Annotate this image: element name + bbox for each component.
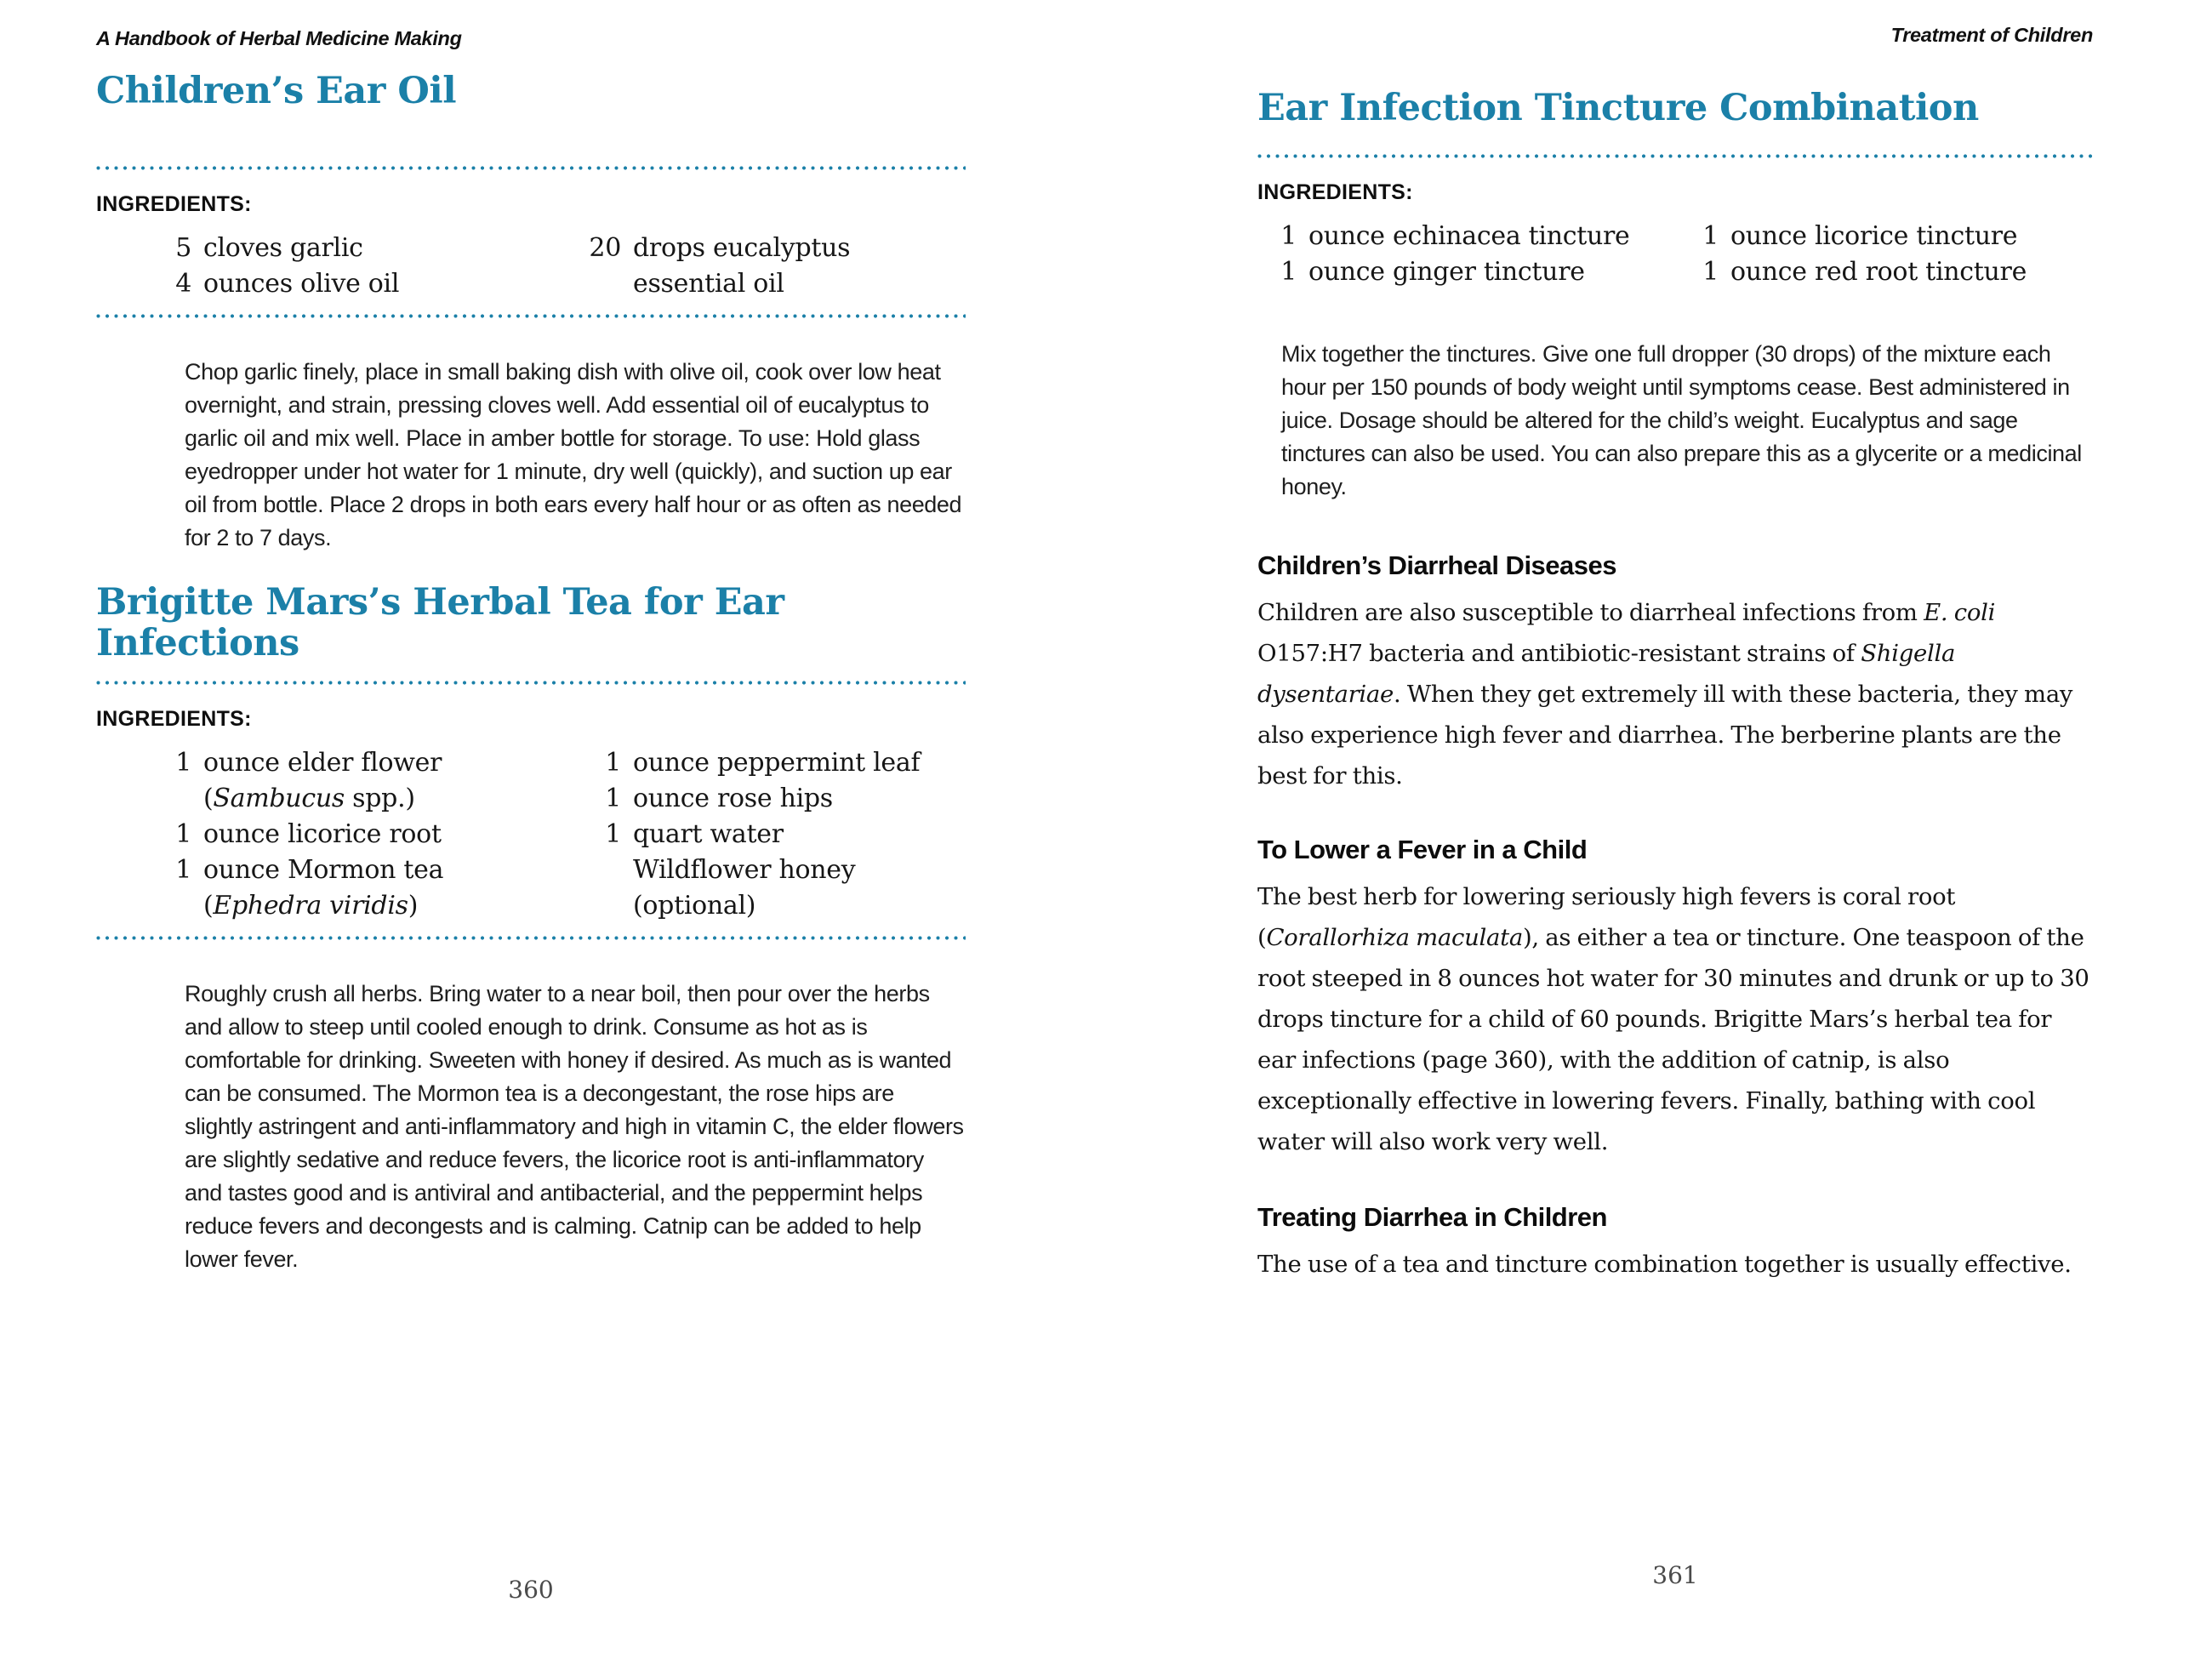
italic-text: Ephedra viridis xyxy=(213,891,408,921)
section-heading-lower-fever: To Lower a Fever in a Child xyxy=(1257,835,1588,864)
dotted-rule xyxy=(96,681,966,685)
ingredient-item xyxy=(1280,254,1671,290)
section-heading-diarrheal-diseases: Children’s Diarrheal Diseases xyxy=(1257,550,1616,580)
text-segment: Children are also susceptible to diarrheal infections from xyxy=(1257,599,1924,626)
ingredient-item xyxy=(577,852,955,924)
ingredients-column xyxy=(147,231,526,302)
ingredient-item xyxy=(147,817,526,852)
text-segment: ounce red root tincture xyxy=(1730,257,2027,287)
italic-text: Sambucus xyxy=(213,784,345,813)
ingredients-label: INGREDIENTS: xyxy=(96,707,252,731)
ingredient-quantity: 1 xyxy=(605,784,621,813)
ingredient-item xyxy=(1702,219,2093,254)
ingredient-item xyxy=(147,231,526,266)
ingredients-label: INGREDIENTS: xyxy=(96,192,252,216)
section-body-lower-fever xyxy=(1257,876,2093,1162)
ingredient-name xyxy=(1730,254,2027,290)
ingredients-label: INGREDIENTS: xyxy=(1257,180,1413,204)
page-number-right: 361 xyxy=(1652,1561,1698,1589)
ingredient-name xyxy=(633,745,920,781)
text-segment: ounce elder flower ( xyxy=(203,748,442,813)
text-segment: ounce peppermint leaf xyxy=(633,748,921,778)
ingredients-column xyxy=(577,231,955,302)
ingredients-column xyxy=(1702,219,2093,290)
dotted-rule xyxy=(96,936,966,940)
text-segment: ounces olive oil xyxy=(203,269,400,299)
italic-text: Shigella dysentariae xyxy=(1257,640,1956,708)
ingredient-quantity: 1 xyxy=(175,819,191,849)
text-segment: Wildflower honey (optional) xyxy=(633,855,856,921)
ingredient-quantity: 1 xyxy=(1280,257,1297,287)
italic-text: E. coli xyxy=(1924,599,1996,626)
instructions-tinctures: Mix together the tinctures. Give one full dropper (30 drops) of the mixture each hour per 150 pounds of body weight until symptoms cease. Best administered in juice. Dosage should be altered for the child’s weight. Eucalyptus and sage tinctures can also be used. You can also prepare this as a glycerite or a medicinal honey. xyxy=(1281,341,2082,499)
ingredient-name xyxy=(203,745,493,817)
text-segment: The use of a tea and tincture combination together is usually effective. xyxy=(1257,1251,2072,1278)
recipe-title-childrens-ear-oil: Children’s Ear Oil xyxy=(96,70,457,112)
ingredient-item xyxy=(577,781,955,817)
dotted-rule xyxy=(96,166,966,170)
italic-text: Corallorhiza maculata xyxy=(1266,924,1523,951)
ingredient-name xyxy=(633,231,922,302)
text-segment: ounce licorice tincture xyxy=(1730,221,2018,251)
text-segment: spp.) xyxy=(344,784,415,813)
ingredients-list-tinctures xyxy=(1280,219,2093,290)
instructions-herbal-tea: Roughly crush all herbs. Bring water to a near boil, then pour over the herbs and allow to steep until cooled enough to drink. Consume as hot as is comfortable for drinking. Sweeten with honey if desired. As much as is wanted can be consumed. The Mormon tea is a decongestant, the rose hips are slightly astringent and anti-inflammatory and high in vitamin C, the elder flowers are slightly sedative and reduce fevers, the licorice root is anti-inflammatory and tastes good and is antiviral and antibacterial, and the peppermint helps reduce fevers and decongests and is calming. Catnip can be added to help lower fever. xyxy=(185,981,964,1272)
ingredients-list-ear-oil xyxy=(147,231,966,302)
text-segment: ounce rose hips xyxy=(633,784,833,813)
ingredient-quantity: 1 xyxy=(605,748,621,778)
ingredient-item xyxy=(147,745,526,817)
ingredient-name xyxy=(1308,254,1585,290)
ingredient-name xyxy=(633,852,922,924)
ingredient-quantity: 20 xyxy=(589,233,621,263)
recipe-title-herbal-tea: Brigitte Mars’s Herbal Tea for Ear Infections xyxy=(96,581,784,664)
dotted-rule xyxy=(96,314,966,318)
ingredient-quantity: 1 xyxy=(175,855,191,885)
ingredient-item xyxy=(147,852,526,924)
page-right xyxy=(1257,0,2093,1659)
ingredient-name xyxy=(1308,219,1630,254)
ingredients-list-herbal-tea xyxy=(147,745,966,924)
ingredient-item xyxy=(577,817,955,852)
instructions-ear-oil: Chop garlic finely, place in small baking dish with olive oil, cook over low heat overnight, and strain, pressing cloves well. Add essential oil of eucalyptus to garlic oil and mix well. Place in amber bottle for storage. To use: Hold glass eyedropper under hot water for 1 minute, dry well (quickly), and suction up ear oil from bottle. Place 2 drops in both ears every half hour or as often as needed for 2 to 7 days. xyxy=(185,359,962,550)
text-segment: ounce ginger tincture xyxy=(1308,257,1585,287)
text-segment: The best herb for lowering seriously high fevers is coral root ( xyxy=(1257,883,1956,951)
recipe-title-tincture-combination: Ear Infection Tincture Combination xyxy=(1257,87,1979,129)
ingredients-column xyxy=(577,745,955,924)
ingredient-item xyxy=(147,266,526,302)
ingredient-quantity: 1 xyxy=(1280,221,1297,251)
section-heading-treating-diarrhea: Treating Diarrhea in Children xyxy=(1257,1202,1607,1232)
text-segment: ounce echinacea tincture xyxy=(1308,221,1630,251)
ingredient-name xyxy=(633,817,784,852)
text-segment: ounce Mormon tea ( xyxy=(203,855,444,921)
text-segment: cloves garlic xyxy=(203,233,363,263)
ingredients-column xyxy=(147,745,526,924)
ingredient-name xyxy=(203,231,363,266)
ingredient-name xyxy=(203,852,493,924)
page-number-left: 360 xyxy=(508,1576,554,1604)
text-segment: ), as either a tea or tincture. One teaspoon of the root steeped in 8 ounces hot water for 30 minutes and drunk or up to 30 drops tincture for a child of 60 pounds. Brigitte Mars’s herbal tea for ear infections (page 360), with the addition of catnip, is also exceptionally effective in lowering fevers. Finally, bathing with cool water will also work very well. xyxy=(1257,924,2089,1155)
ingredient-item xyxy=(577,231,955,302)
ingredient-name xyxy=(633,781,833,817)
text-segment: quart water xyxy=(633,819,784,849)
ingredient-item xyxy=(577,745,955,781)
text-segment: . When they get extremely ill with these bacteria, they may also experience high fever and diarrhea. The berberine plants are the best for this. xyxy=(1257,681,2073,790)
text-segment: ounce licorice root xyxy=(203,819,442,849)
ingredient-quantity: 1 xyxy=(605,819,621,849)
ingredient-name xyxy=(203,266,399,302)
ingredient-item xyxy=(1702,254,2093,290)
ingredient-quantity: 1 xyxy=(175,748,191,778)
ingredient-quantity: 4 xyxy=(175,269,191,299)
text-segment: O157:H7 bacteria and antibiotic-resistant strains of xyxy=(1257,640,1861,667)
section-body-treating-diarrhea xyxy=(1257,1244,2093,1285)
ingredient-quantity: 1 xyxy=(1702,257,1719,287)
page-left xyxy=(96,0,966,1659)
ingredient-quantity: 1 xyxy=(1702,221,1719,251)
text-segment: ) xyxy=(408,891,419,921)
dotted-rule xyxy=(1257,154,2093,158)
ingredient-name xyxy=(1730,219,2017,254)
running-head-right: Treatment of Children xyxy=(1890,24,2093,46)
text-segment: drops eucalyptus essential oil xyxy=(633,233,851,299)
ingredients-column xyxy=(1280,219,1671,290)
ingredient-item xyxy=(1280,219,1671,254)
running-head-left: A Handbook of Herbal Medicine Making xyxy=(96,27,462,49)
ingredient-quantity: 5 xyxy=(175,233,191,263)
ingredient-name xyxy=(203,817,442,852)
section-body-diarrheal-diseases xyxy=(1257,592,2093,796)
